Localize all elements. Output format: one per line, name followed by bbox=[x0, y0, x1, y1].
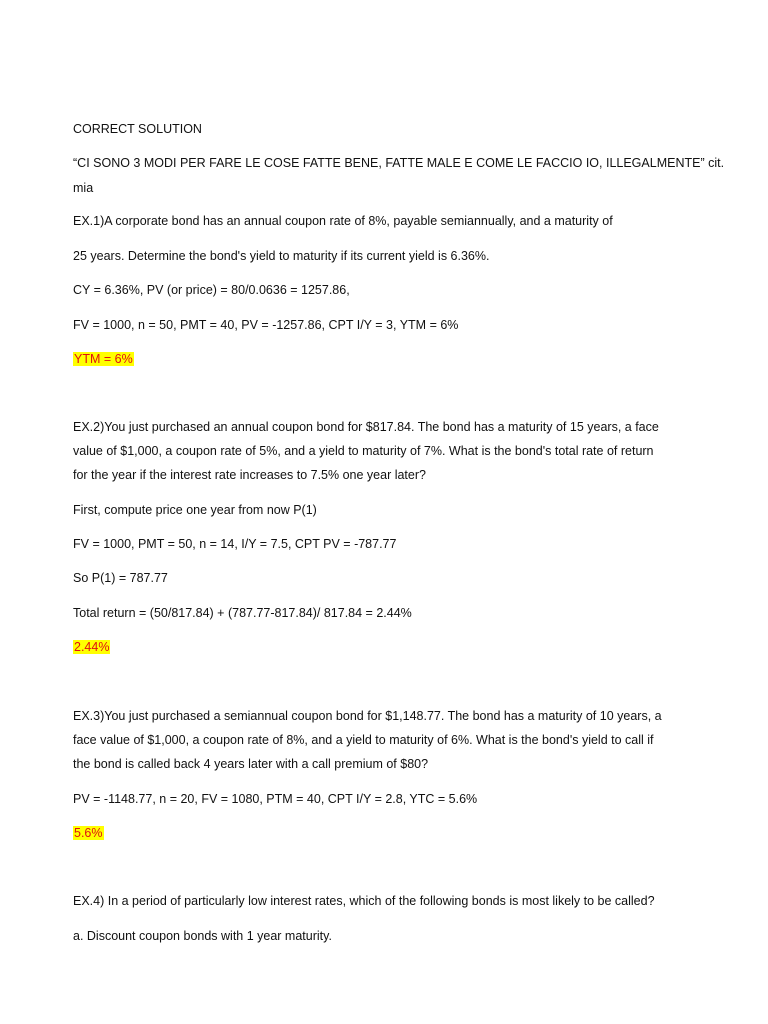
quote-line-1: “CI SONO 3 MODI PER FARE LE COSE FATTE BENE, FATTE MALE E COME LE FACCIO IO, ILLEGALMENTE” cit. bbox=[73, 156, 725, 170]
ex1-question-line-2: 25 years. Determine the bond's yield to maturity if its current yield is 6.36%. bbox=[73, 249, 490, 263]
ex2-answer-highlight: 2.44% bbox=[74, 640, 110, 654]
ex1-answer bbox=[73, 351, 134, 367]
ex1-answer-highlight: YTM = 6% bbox=[74, 352, 133, 366]
ex3-question-line-1: EX.3)You just purchased a semiannual coupon bond for $1,148.77. The bond has a maturity of 10 years, a bbox=[73, 709, 662, 723]
ex2-question-line-3: for the year if the interest rate increases to 7.5% one year later? bbox=[73, 468, 426, 482]
ex2-question-line-1: EX.2)You just purchased an annual coupon bond for $817.84. The bond has a maturity of 15 years, a face bbox=[73, 420, 659, 434]
ex2-solution-line-1: First, compute price one year from now P(1) bbox=[73, 503, 317, 517]
ex3-question-line-2: face value of $1,000, a coupon rate of 8%, and a yield to maturity of 6%. What is the bond's yield to call if bbox=[73, 733, 654, 747]
ex2-question-line-2: value of $1,000, a coupon rate of 5%, and a yield to maturity of 7%. What is the bond's total rate of return bbox=[73, 444, 654, 458]
ex2-answer bbox=[73, 639, 110, 655]
ex3-answer bbox=[73, 825, 104, 841]
ex2-solution-line-4: Total return = (50/817.84) + (787.77-817.84)/ 817.84 = 2.44% bbox=[73, 606, 412, 620]
ex1-solution-line-2: FV = 1000, n = 50, PMT = 40, PV = -1257.86, CPT I/Y = 3, YTM = 6% bbox=[73, 318, 459, 332]
ex2-solution-line-3: So P(1) = 787.77 bbox=[73, 571, 168, 585]
ex1-question-line-1: EX.1)A corporate bond has an annual coupon rate of 8%, payable semiannually, and a maturity of bbox=[73, 214, 613, 228]
ex1-solution-line-1: CY = 6.36%, PV (or price) = 80/0.0636 = 1257.86, bbox=[73, 283, 350, 297]
ex4-question-line-1: EX.4) In a period of particularly low interest rates, which of the following bonds is most likely to be called? bbox=[73, 894, 655, 908]
ex3-solution-line-1: PV = -1148.77, n = 20, FV = 1080, PTM = 40, CPT I/Y = 2.8, YTC = 5.6% bbox=[73, 792, 478, 806]
ex3-answer-highlight: 5.6% bbox=[74, 826, 103, 840]
ex2-solution-line-2: FV = 1000, PMT = 50, n = 14, I/Y = 7.5, CPT PV = -787.77 bbox=[73, 537, 397, 551]
ex3-question-line-3: the bond is called back 4 years later with a call premium of $80? bbox=[73, 757, 429, 771]
heading: CORRECT SOLUTION bbox=[73, 122, 202, 136]
ex4-option-a: a. Discount coupon bonds with 1 year maturity. bbox=[73, 929, 332, 943]
quote-line-2: mia bbox=[73, 181, 94, 195]
